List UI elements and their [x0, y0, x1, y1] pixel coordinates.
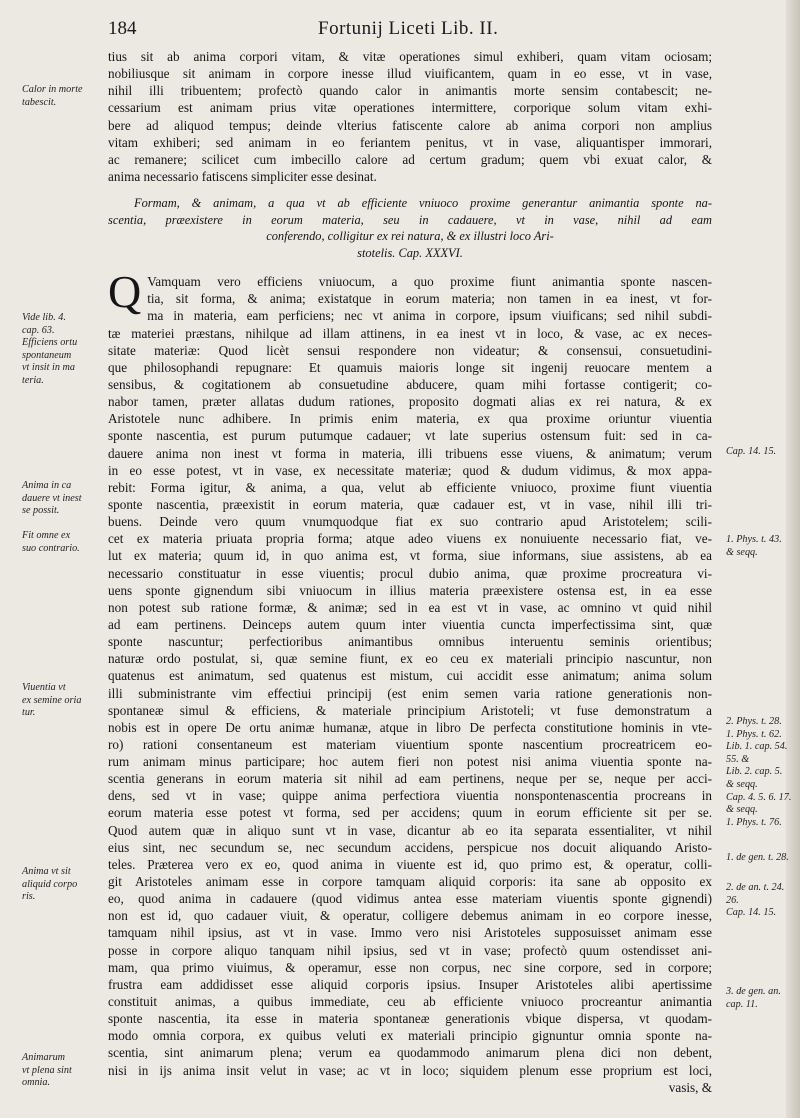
text-line: sponte nascentia, est purum putumque cadauer; vt late superius ostensum fuit: sed in ca- [108, 428, 712, 444]
text-line: tia, sit forma, & anima; existatque in eorum materia; non tamen in ea inest, vt for- [147, 291, 712, 307]
heading-line: conferendo, colligitur ex rei natura, & ex illustri loco Ari- [266, 229, 554, 244]
text-line: necessario constituatur in esse viuentis; procul dubio anima, quæ proxime procreatura vi- [108, 565, 712, 581]
text-line: sponte nascentia, ita esse in materia spontaneæ generationis vbique dispersa, vt quodam- [108, 1011, 712, 1027]
text-line: buens. Deinde vero quum vnumquodque fiat ex suo contrario apud Aristotelem; scili- [108, 514, 712, 530]
text-line: eorum materia esse potest vt forma, sed per accidens; quum in eorum efficiente sit per se. [108, 805, 712, 821]
heading-line: stotelis. Cap. XXXVI. [357, 245, 463, 260]
text-line: scentia, sint animarum plena; verum ea quodammodo animarum plena dici non debent, [108, 1045, 712, 1061]
margin-note: Anima vt sit aliquid corpo ris. [22, 866, 78, 903]
drop-cap-initial: Q [108, 266, 142, 318]
text-line: cet ex materia priuata propria forma; atque adeo viuens ex nonuiuente necessario fiat, ve- [108, 531, 712, 547]
margin-note: Anima in ca dauere vt inest se possit. [22, 480, 82, 517]
text-line: sponte nascuntur; perfectioribus animantibus omnibus interuentu seminis orientibus; [108, 634, 712, 650]
margin-note: 1. de gen. t. 28. [726, 852, 789, 863]
margin-note: Vide lib. 4. cap. 63. Efficiens ortu spontaneum vt insit in ma teria. [22, 312, 78, 386]
page-header [0, 18, 800, 46]
body-text [108, 48, 712, 1096]
text-line: sitate materiæ: Quod licèt sensui respondere non videatur; & consensui, consuetudini- [108, 342, 712, 358]
text-line: vasis, & [668, 1079, 712, 1095]
intro-paragraph [108, 48, 712, 185]
chapter-paragraph [108, 266, 712, 1096]
text-line: tamquam nihil ipsius, ast vt in vase. Immo vero nisi Aristoteles supposuisset animam esse [108, 925, 712, 941]
text-line: scentia generans in eorum materia sit nihil ad eam pertinens, neque per se, neque per acci- [108, 771, 712, 787]
text-line: illi subministrante vim effectiui principij (est enim semen varia ratione generationis non- [108, 685, 712, 701]
text-line: Aristotele nunc adhibere. In primis enim materia, ex qua proxime oriuntur viuentia [108, 411, 712, 427]
margin-note: Calor in morte tabescit. [22, 84, 83, 108]
text-line: sensibus, & cogitationem ab consuetudine abducere, quam mihi fortasse contigerit; co- [108, 376, 712, 392]
margin-note: Fit omne ex suo contrario. [22, 530, 80, 554]
heading-line: scentia, præexistere in eorum materia, seu in cadauere, vt in vase, nihil ad eam [108, 212, 712, 227]
margin-note: Animarum vt plena sint omnia. [22, 1052, 72, 1089]
margin-note: 2. de an. t. 24. 26. Cap. 14. 15. [726, 882, 785, 919]
text-line: eo, quod anima in cadauere (quod vidimus antea esse materiam viuentis sponte gignendi) [108, 891, 712, 907]
text-line: nobis est in opere De ortu animæ humanæ, atque in libro De perfecta constitutione hominis in vte- [108, 719, 712, 735]
text-line: rum animam minus participare; hoc autem fieri non potest nisi anima viuentia sponte na- [108, 754, 712, 770]
text-line: tius sit ab anima corpori vitam, & vitæ operationes simul exhiberi, quam vitam ociosam; [108, 49, 712, 64]
text-line: teles. Præterea vero ex eo, quod anima in viuente est id, quo primo est, & operatur, colli- [108, 856, 712, 872]
margin-note: 3. de gen. an. cap. 11. [726, 986, 781, 1010]
text-line: non potest sub ratione formæ, & animæ; sed in ea est vt in vase, ac omnino vt quid nihil [108, 599, 712, 615]
margin-note: Cap. 14. 15. [726, 446, 777, 457]
text-line: tæ materiei præstans, nihilque ad illam attinens, in ea inest vt in loco, & vase, ac ex neces- [108, 325, 712, 341]
margin-note: 2. Phys. t. 28. 1. Phys. t. 62. Lib. 1. cap. 54. 55. & Lib. 2. cap. 5. & seqq. Cap. 4. 5. 6. 17. & seqq. 1. Phys. t. 76. [726, 716, 792, 828]
text-line: spontaneæ simul & efficiens, & materiale principium Aristoteli; vt fuse demonstratum a [108, 702, 712, 718]
running-title: Fortunij Liceti Lib. II. [318, 18, 499, 39]
left-margin-notes [0, 0, 100, 1118]
text-line: modo omnia corpora, ex quibus veluti ex materiali principio gignuntur omnia sponte na- [108, 1028, 712, 1044]
text-line: sponte nascentia, præexistit in eorum materia, quæ cadauer est, vt in vase, nihil illi tri- [108, 496, 712, 512]
text-line: constituit animas, a quibus immediate, ceu ab efficiente vniuoco procreantur animantia [108, 994, 712, 1010]
text-line: in eo esse potest, vt in vase, ex necessitate materiæ; quod & dudum vidimus, & mox appa- [108, 462, 712, 478]
text-line: uens sponte gignendum sibi vniuocum in illius materia præexistere ostensa est, in ea esse [108, 582, 712, 598]
text-line: non est id, quo cadauer viuit, & operatur, colligere debemus animam in eo corpore inesse, [108, 908, 712, 924]
heading-line: Formam, & animam, a qua vt ab efficiente vniuoco proxime generantur animantia sponte na- [134, 196, 712, 211]
text-line: nabor tamen, præter allatas dudum rationes, proposito dogmati alias ex rei natura, & ex [108, 394, 712, 410]
text-line: que philosophandi repugnare: Et quamuis maioris longe sit ingenij reuocare mentem a [108, 359, 712, 375]
text-line: anima necessario fatiscens simpliciter esse desinat. [108, 168, 377, 184]
page-number: 184 [108, 18, 137, 39]
text-line: ad eam pertinens. Deinceps autem quum inter viuentia cuncta imperfectissima sint, quæ [108, 616, 712, 632]
chapter-heading [108, 195, 712, 261]
margin-note: Viuentia vt ex semine oria tur. [22, 682, 82, 719]
text-line: ro) rationi consentaneum est materiam viuentium sponte nascentium procreatricem eo- [108, 736, 712, 752]
text-line: nobiliusque sit animam in corpore inesse illud viuificantem, quam in eo esse, vt in vase, [108, 66, 712, 82]
margin-note: 1. Phys. t. 43. & seqq. [726, 534, 782, 558]
text-line: posse in corpore aliquo tanquam nihil ipsius, sed vt in vase; profectò quum ostendisset ani- [108, 942, 712, 958]
text-line: vitam exhiberi; sed animam in eo feriantem penitus, vt in vase, aliquantisper immorari, [108, 134, 712, 150]
text-line: nisi in ijs anima insit velut in vase; ac vt in loco; siquidem plenum esse proprium est loci, [108, 1062, 712, 1078]
text-line: dauere anima non inest vt forma in materia, illi tribuens esse viuens, & animatum; verum [108, 445, 712, 461]
text-line: mam, qua primo viuimus, & operamur, esse non corpus, nec sine corpore, sed in corpore; [108, 959, 712, 975]
text-line: dens, sed vt in vase; quippe anima perfectiora viuentia nonspontenascentia procreans in [108, 788, 712, 804]
text-line: git Aristoteles animam esse in corpore tamquam aliquid corporis: ita sane ab opposito ex [108, 874, 712, 890]
text-line: lut ex materia; quum id, in quo anima est, vt forma, siue informans, siue assistens, ab ea [108, 548, 712, 564]
text-line: bere ad aliquod tempus; deinde vlterius fatiscente calore ab anima corpori non amplius [108, 117, 712, 133]
text-line: nihil illi tribuentem; profectò quando calor in animantis morte sensim contabescit; ne- [108, 83, 712, 99]
text-line: Quod autem quæ in aliquo sunt vt in vase, dicantur ab eo ita separata essentialiter, vt nihil [108, 822, 712, 838]
right-margin-notes [718, 0, 800, 1118]
text-line: Vamquam vero efficiens vniuocum, a quo proxime fiunt animantia sponte nascen- [147, 274, 712, 290]
text-line: ma in materia, eam perficiens; nec vt anima in corpore, ipsum viuificans; sed nihil subdi- [147, 308, 712, 324]
text-line: eius sint, nec secundum se, nec secundum accidens, perspicue nos docuit aliquando Aristo- [108, 839, 712, 855]
text-line: rebit: Forma igitur, & anima, a qua, velut ab efficiente vniuoco, proxime fiunt viuentia [108, 479, 712, 495]
text-line: frustra eam addidisset esse aliquid corporis ipsius. Insuper Aristoteles alibi apertissime [108, 976, 712, 992]
text-line: ac remanere; scilicet cum imbecillo calore ad certum gradum; quem vbi exuat calor, & [108, 151, 712, 167]
text-line: quatenus est animatum, sed quatenus est mistum, cui accidit esse animatum; anima solum [108, 668, 712, 684]
text-line: cessarium est animam prius vitæ operationes intermittere, corporique solum vitam exhi- [108, 100, 712, 116]
text-line: naturæ ordo postulat, si, quæ semine fiunt, ex eo ceu ex materiali principio nascuntur, non [108, 651, 712, 667]
